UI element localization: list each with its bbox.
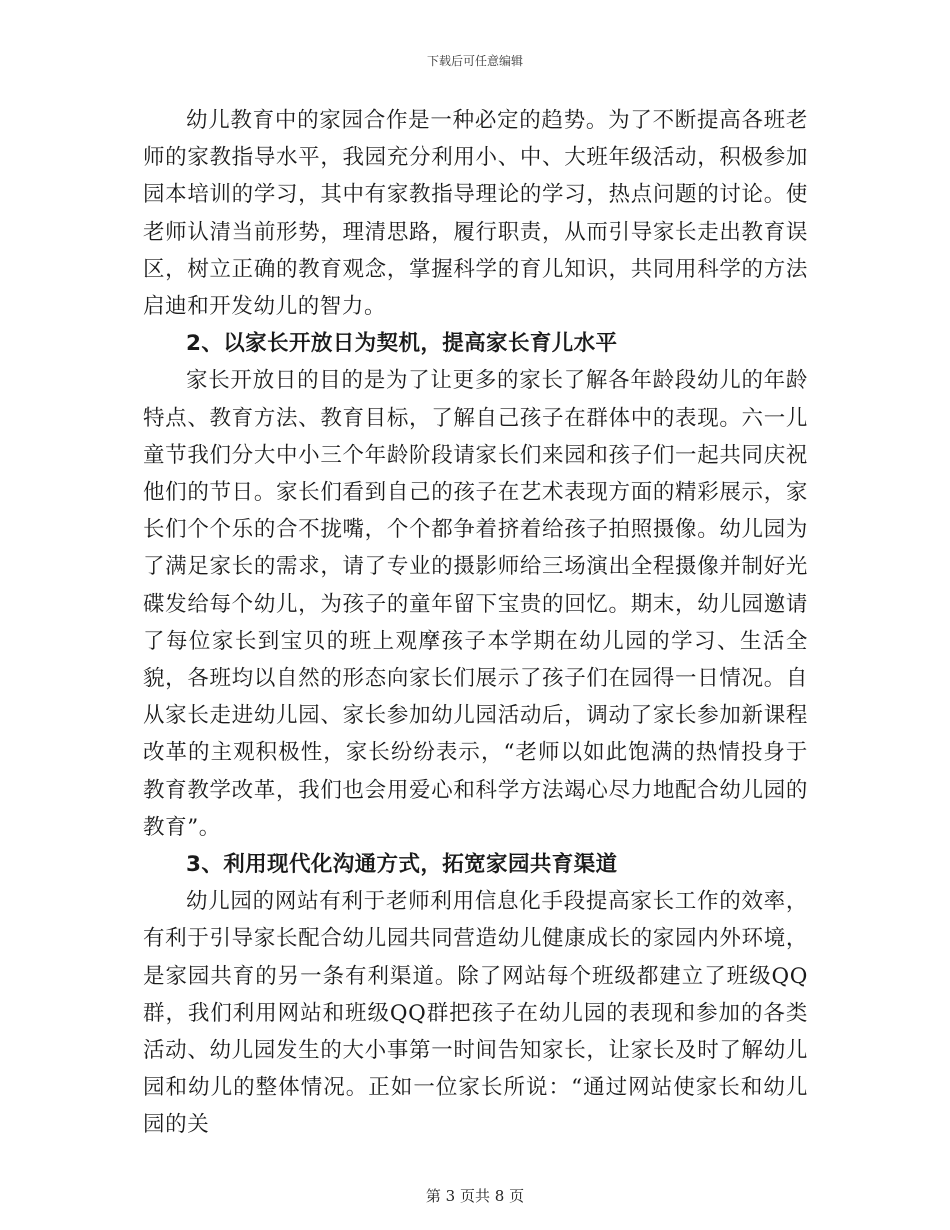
- page-header: 下载后可任意编辑: [426, 54, 523, 68]
- page-number: 第 3 页共 8 页: [425, 1187, 525, 1205]
- paragraph-communication: 幼儿园的网站有利于老师利用信息化手段提高家长工作的效率，有利于引导家长配合幼儿园共同营造幼儿健康成长的家园内外环境，是家园共育的另一条有利渠道。除了网站每个班级都建立了班级QQ群，我们利用网站和班级QQ群把孩子在幼儿园的表现和参加的各类活动、幼儿园发生的大小事第一时间告知家长，让家长及时了解幼儿园和幼儿的整体情况。正如一位家长所说：“通过网站使家长和幼儿园的关: [143, 889, 808, 1138]
- paragraph-open-day: 家长开放日的目的是为了让更多的家长了解各年龄段幼儿的年龄特点、教育方法、教育目标，了解自己孩子在群体中的表现。六一儿童节我们分大中小三个年龄阶段请家长们来园和孩子们一起共同庆祝他们的节日。家长们看到自己的孩子在艺术表现方面的精彩展示，家长们个个乐的合不拢嘴，个个都争着挤着给孩子拍照摄像。幼儿园为了满足家长的需求，请了专业的摄影师给三场演出全程摄像并制好光碟发给每个幼儿，为孩子的童年留下宝贵的回忆。期末，幼儿园邀请了每位家长到宝贝的班上观摩孩子本学期在幼儿园的学习、生活全貌，各班均以自然的形态向家长们展示了孩子们在园得一日情况。自从家长走进幼儿园、家长参加幼儿园活动后，调动了家长参加新课程改革的主观积极性，家长纷纷表示，“老师以如此饱满的热情投身于教育教学改革，我们也会用爱心和科学方法竭心尽力地配合幼儿园的教育”。: [143, 368, 808, 840]
- document-body: [143, 102, 808, 1144]
- section-heading-3: 3、利用现代化沟通方式，拓宽家园共育渠道: [186, 852, 618, 878]
- section-heading-2: 2、以家长开放日为契机，提高家长育儿水平: [186, 331, 618, 357]
- paragraph-intro: 幼儿教育中的家园合作是一种必定的趋势。为了不断提高各班老师的家教指导水平，我园充分利用小、中、大班年级活动，积极参加园本培训的学习，其中有家教指导理论的学习，热点问题的讨论。使老师认清当前形势，理清思路，履行职责，从而引导家长走出教育误区，树立正确的教育观念，掌握科学的育儿知识，共同用科学的方法启迪和开发幼儿的智力。: [143, 108, 808, 320]
